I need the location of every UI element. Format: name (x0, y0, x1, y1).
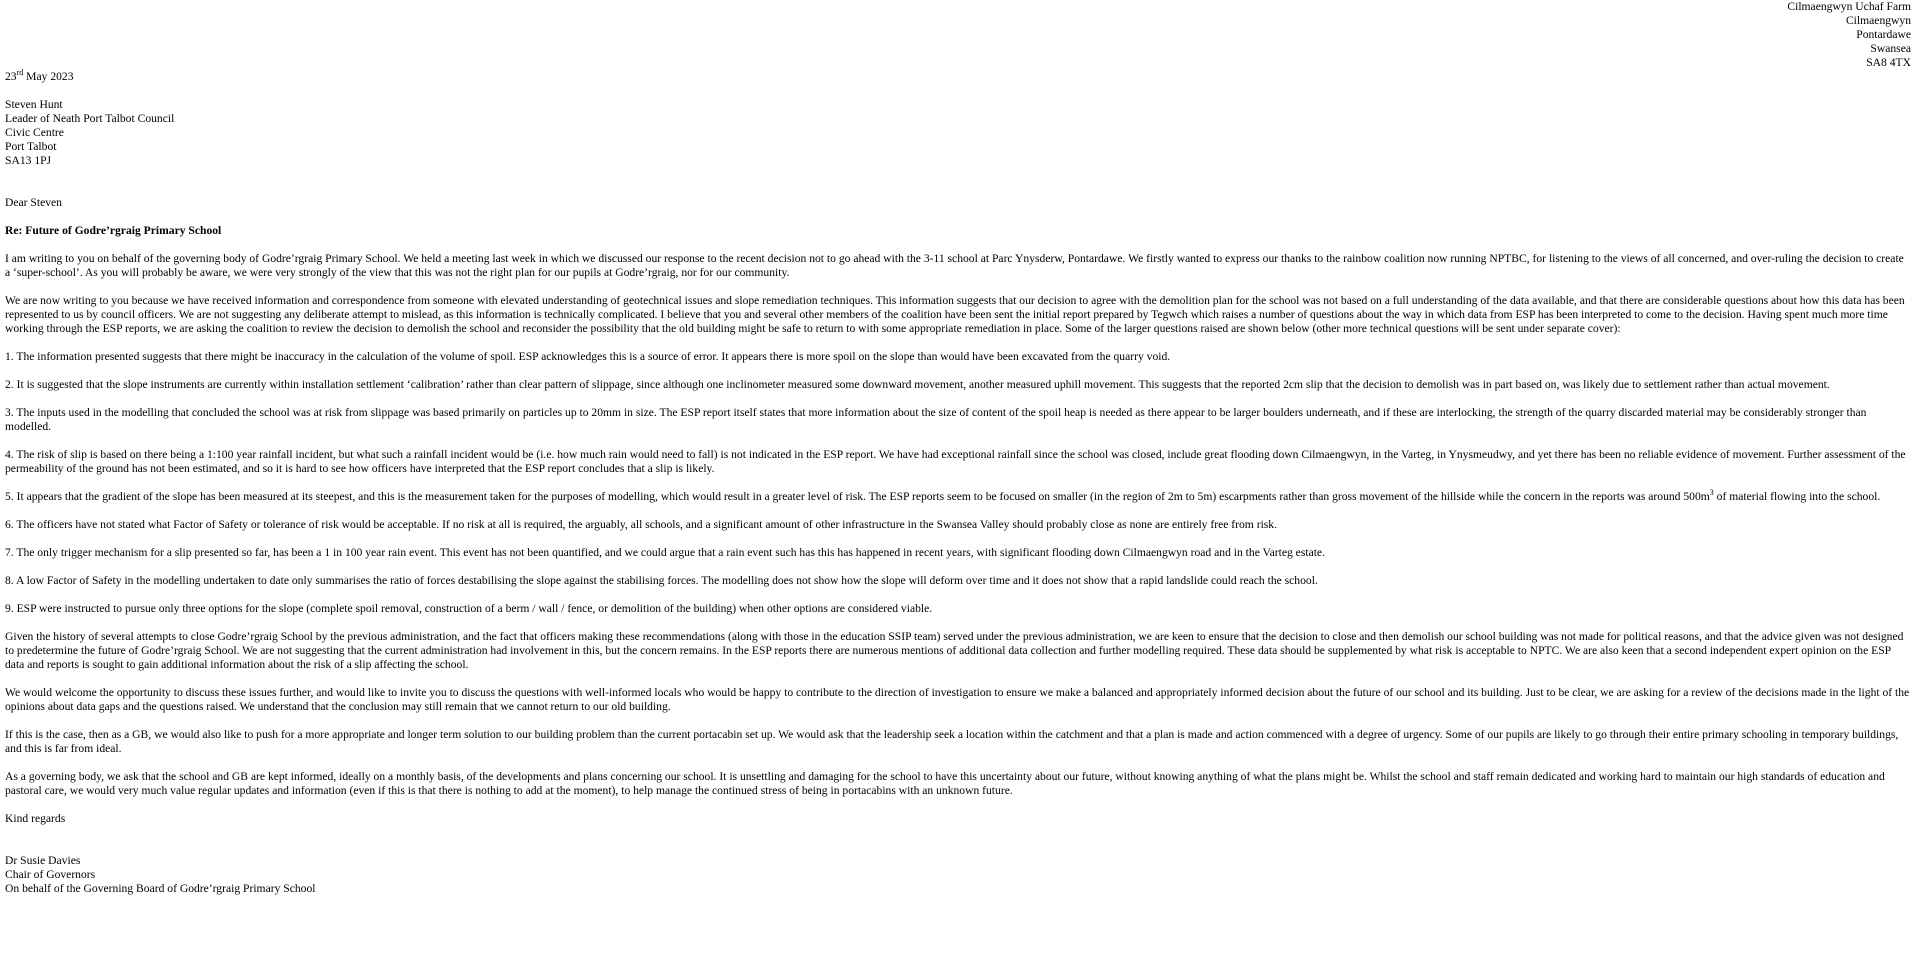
sender-address-line: Pontardawe (1856, 28, 1911, 41)
paragraph: I am writing to you on behalf of the governing body of Godre’rgraig Primary School. We held a meeting last week in which we discussed our response to the recent decision not to go ahead with the 3-11 school at Parc Ynysderw, Pontardawe. We firstly wanted to express our thanks to the rainbow coalition now running NPTBC, for listening to the views of all concerned, and over-ruling the decision to create a ‘super-school’. As you will probably be aware, we were very strongly of the view that this was not the right plan for our pupils at Godre’rgraig, nor for our community. (5, 252, 1904, 279)
recipient-line: SA13 1PJ (5, 154, 52, 167)
paragraph: 2. It is suggested that the slope instruments are currently within installation settlement ‘calibration’ rather than clear pattern of slippage, since although one inclinometer measured some downward movement, another measured uphill movement. This suggests that the reported 2cm slip that the decision to demolish was in part based on, was likely due to settlement rather than actual movement. (5, 378, 1830, 391)
letter-body (5, 70, 1910, 896)
signature-line: Chair of Governors (5, 868, 96, 881)
sender-address-line: SA8 4TX (1866, 56, 1911, 69)
paragraph: 4. The risk of slip is based on there being a 1:100 year rainfall incident, but what such a rainfall incident would be (i.e. how much rain would need to fall) is not indicated in the ESP report. We have had exceptional rainfall since the school was closed, include great flooding down Cilmaengwyn, in the Varteg, in Ynysmeudwy, and yet there has been no reliable evidence of movement. Further assessment of the permeability of the ground has not been estimated, and so it is hard to see how officers have interpreted that the ESP report concludes that a slip is likely. (5, 448, 1906, 475)
paragraph: If this is the case, then as a GB, we would also like to push for a more appropriate and longer term solution to our building problem than the current portacabin set up. We would ask that the leadership seek a location within the catchment and that a plan is made and action commenced with a degree of urgency. Some of our pupils are likely to go through their entire primary schooling in temporary buildings, and this is far from ideal. (5, 728, 1899, 755)
paragraph: 9. ESP were instructed to pursue only three options for the slope (complete spoil removal, construction of a berm / wall / fence, or demolition of the building) when other options are considered viable. (5, 602, 933, 615)
closing: Kind regards (5, 812, 66, 825)
date-suffix: rd (16, 68, 24, 77)
paragraph: 6. The officers have not stated what Factor of Safety or tolerance of risk would be acceptable. If no risk at all is required, the arguably, all schools, and a significant amount of other infrastructure in the Swansea Valley should probably close as none are entirely free from risk. (5, 518, 1278, 531)
cubic-superscript: 3 (1709, 488, 1714, 497)
paragraph: We would welcome the opportunity to discuss these issues further, and would like to invite you to discuss the questions with well-informed locals who would be happy to contribute to the direction of investigation to ensure we make a balanced and appropriately informed decision about the future of our school and its building. Just to be clear, we are asking for a review of the decisions made in the light of the opinions about data gaps and the questions raised. We understand that the conclusion may still remain that we cannot return to our old building. (5, 686, 1910, 713)
subject-line: Re: Future of Godre’rgraig Primary School (5, 224, 222, 237)
letter-date (5, 70, 1910, 84)
paragraph: We are now writing to you because we have received information and correspondence from someone with elevated understanding of geotechnical issues and slope remediation techniques. This information suggests that our decision to agree with the demolition plan for the school was not based on a full understanding of the data available, and that there are considerable questions about how this data has been represented to us by council officers. We are not suggesting any deliberate attempt to mislead, as this information is technically complicated. I believe that you and several other members of the coalition have been sent the initial report prepared by Tegwch which raises a number of questions about the way in which data from ESP has been interpreted to come to the decision. Having spent much more time working through the ESP reports, we are asking the coalition to review the decision to demolish the school and reconsider the possibility that the old building might be safe to return to with some appropriate remediation in place. Some of the larger questions raised are shown below (other more technical questions will be sent under separate cover): (5, 294, 1905, 335)
paragraph-5 (5, 490, 1910, 504)
sender-address-line: Cilmaengwyn Uchaf Farm (1787, 0, 1911, 13)
signature-block (5, 854, 1910, 896)
sender-address (1787, 0, 1911, 70)
paragraph: 3. The inputs used in the modelling that concluded the school was at risk from slippage was based primarily on particles up to 20mm in size. The ESP report itself states that more information about the size of content of the spoil heap is needed as there appear to be larger boulders underneath, and if these are interlocking, the strength of the quarry discarded material may be considerably stronger than modelled. (5, 406, 1867, 433)
date-day: 23 (5, 70, 17, 83)
paragraph: Given the history of several attempts to close Godre’rgraig School by the previous administration, and the fact that officers making these recommendations (along with those in the education SSIP team) served under the previous administration, we are keen to ensure that the decision to close and then demolish our school building was not made for political reasons, and that the advice given was not designed to predetermine the future of Godre’rgraig School. We are not suggesting that the current administration had involvement in this, but the concern remains. In the ESP reports there are numerous mentions of additional data collection and further modelling required. These data should be supplemented by what risk is acceptable to NPTC. We are also keen that a second independent expert opinion on the ESP data and reports is sought to gain additional information about the risk of a slip affecting the school. (5, 630, 1904, 671)
sender-address-line: Swansea (1870, 42, 1911, 55)
paragraph: 7. The only trigger mechanism for a slip presented so far, has been a 1 in 100 year rain event. This event has not been quantified, and we could argue that a rain event such has this has happened in recent years, with significant flooding down Cilmaengwyn road and in the Varteg estate. (5, 546, 1325, 559)
paragraph-5-before: 5. It appears that the gradient of the slope has been measured at its steepest, and this is the measurement taken for the purposes of modelling, which would result in a greater level of risk. The ESP reports seem to be focused on smaller (in the region of 2m to 5m) escarpments rather than gross movement of the hillside while the concern in the reports was around 500m (5, 490, 1710, 503)
paragraph: As a governing body, we ask that the school and GB are kept informed, ideally on a monthly basis, of the developments and plans concerning our school. It is unsettling and damaging for the school to have this uncertainty about our future, without knowing anything of what the plans might be. Whilst the school and staff remain dedicated and working hard to maintain our high standards of education and pastoral care, we would very much value regular updates and information (even if this is that there is nothing to add at the moment), to help manage the continued stress of being in portacabins with an unknown future. (5, 770, 1885, 797)
salutation: Dear Steven (5, 196, 62, 209)
recipient-line: Civic Centre (5, 126, 64, 139)
paragraph-5-after: of material flowing into the school. (1713, 490, 1881, 503)
signature-line: On behalf of the Governing Board of Godre’rgraig Primary School (5, 882, 316, 895)
paragraph: 8. A low Factor of Safety in the modelling undertaken to date only summarises the ratio of forces destabilising the slope against the stabilising forces. The modelling does not show how the slope will deform over time and it does not show that a rapid landslide could reach the school. (5, 574, 1318, 587)
sender-address-line: Cilmaengwyn (1845, 14, 1911, 27)
date-rest: May 2023 (23, 70, 74, 83)
recipient-address (5, 98, 1910, 168)
recipient-line: Steven Hunt (5, 98, 63, 111)
signature-line: Dr Susie Davies (5, 854, 81, 867)
recipient-line: Port Talbot (5, 140, 57, 153)
recipient-line: Leader of Neath Port Talbot Council (5, 112, 175, 125)
paragraph: 1. The information presented suggests that there might be inaccuracy in the calculation of the volume of spoil. ESP acknowledges this is a source of error. It appears there is more spoil on the slope than would have been excavated from the quarry void. (5, 350, 1171, 363)
